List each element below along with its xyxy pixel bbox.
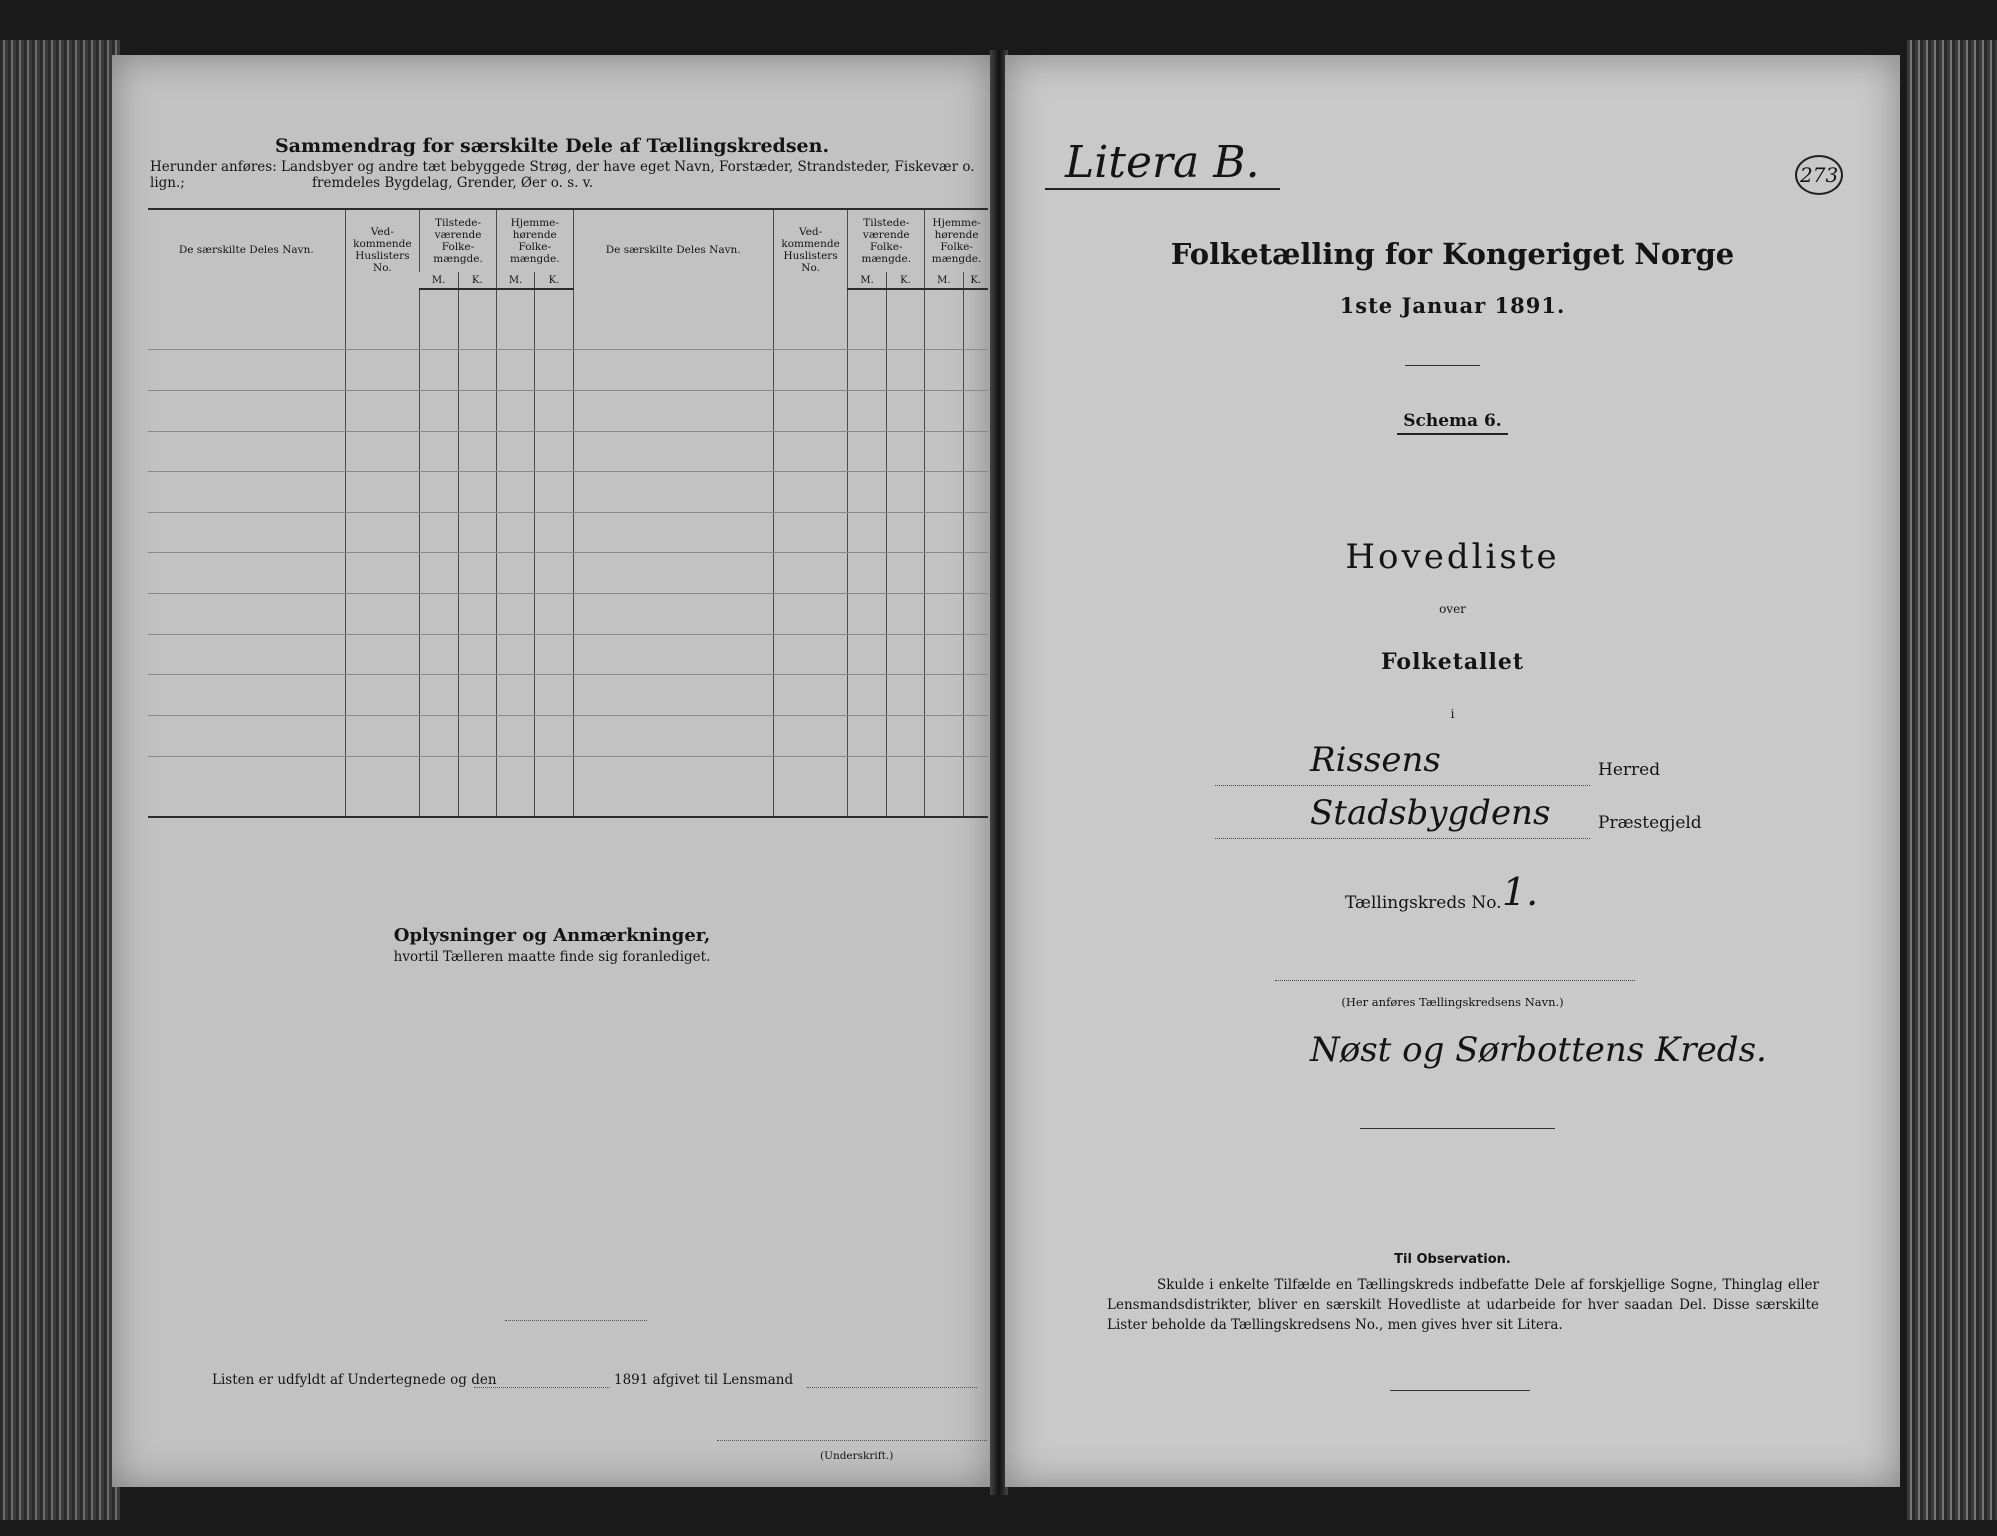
col-m: M. xyxy=(496,272,534,289)
table-cell xyxy=(925,512,963,553)
observation-divider xyxy=(1390,1390,1530,1391)
table-row xyxy=(148,553,988,594)
table-cell xyxy=(573,634,773,675)
table-cell xyxy=(148,715,345,756)
table-cell xyxy=(458,289,496,350)
table-cell xyxy=(345,634,420,675)
table-cell xyxy=(345,553,420,594)
table-cell xyxy=(496,512,534,553)
col-header-hjemme xyxy=(496,209,573,272)
col-header-tilstede-2 xyxy=(848,209,925,272)
table-cell xyxy=(925,472,963,513)
left-page xyxy=(112,55,992,1487)
table-row xyxy=(148,391,988,432)
year-text: 1891 afgivet til Lensmand xyxy=(614,1372,794,1388)
table-cell xyxy=(963,391,988,432)
table-cell xyxy=(848,634,886,675)
table-cell xyxy=(345,289,420,350)
table-cell xyxy=(848,553,886,594)
census-date: 1ste Januar 1891. xyxy=(1339,293,1566,318)
notes-subtitle: hvortil Tælleren maatte finde sig foranlediget. xyxy=(393,949,711,965)
table-cell xyxy=(148,512,345,553)
table-cell xyxy=(773,391,848,432)
col-header-tilstede-2-text: Tilstede- værende Folke- mængde. xyxy=(861,217,912,265)
title-divider xyxy=(1405,365,1480,366)
table-cell xyxy=(886,431,924,472)
table-cell xyxy=(535,675,573,716)
listen-text: Listen er udfyldt af Undertegnede og den xyxy=(212,1372,497,1388)
table-cell xyxy=(535,350,573,391)
praestegjeld-label: Præstegjeld xyxy=(1598,813,1702,833)
table-cell xyxy=(535,391,573,432)
table-cell xyxy=(886,350,924,391)
table-cell xyxy=(773,553,848,594)
table-cell xyxy=(848,431,886,472)
summary-subtitle-line1: Herunder anføres: Landsbyer og andre tæt bebyggede Strøg, der have eget Navn, Forstæder, Strandsteder, Fiskevær o. lign.; xyxy=(150,159,975,191)
kreds-name-dotted-line xyxy=(1275,980,1635,981)
kreds-divider xyxy=(1360,1128,1555,1129)
table-cell xyxy=(345,715,420,756)
i-text: i xyxy=(1450,707,1455,721)
table-cell xyxy=(848,391,886,432)
table-cell xyxy=(963,675,988,716)
table-cell xyxy=(925,594,963,635)
table-row xyxy=(148,512,988,553)
table-cell xyxy=(458,715,496,756)
table-cell xyxy=(773,472,848,513)
table-cell xyxy=(848,594,886,635)
kreds-label: Tællingskreds No. xyxy=(1345,893,1502,913)
table-cell xyxy=(886,289,924,350)
table-cell xyxy=(773,594,848,635)
table-cell xyxy=(420,634,458,675)
table-cell xyxy=(573,431,773,472)
table-cell xyxy=(420,756,458,817)
table-cell xyxy=(848,512,886,553)
kreds-name-note: (Her anføres Tællingskredsens Navn.) xyxy=(1341,995,1564,1009)
table-cell xyxy=(848,472,886,513)
signature-label: (Underskrift.) xyxy=(820,1450,894,1462)
table-cell xyxy=(886,553,924,594)
table-cell xyxy=(496,431,534,472)
table-cell xyxy=(148,472,345,513)
hovedliste-heading: Hovedliste xyxy=(1345,537,1560,577)
table-row xyxy=(148,289,988,350)
table-cell xyxy=(573,289,773,350)
table-cell xyxy=(345,675,420,716)
table-cell xyxy=(148,756,345,817)
table-cell xyxy=(773,431,848,472)
notes-end-line xyxy=(505,1320,647,1321)
table-cell xyxy=(773,675,848,716)
summary-subtitle-line2: fremdeles Bygdelag, Grender, Øer o. s. v. xyxy=(312,175,594,191)
table-cell xyxy=(420,431,458,472)
table-cell xyxy=(345,472,420,513)
table-cell xyxy=(925,756,963,817)
table-cell xyxy=(458,756,496,817)
table-row xyxy=(148,594,988,635)
table-cell xyxy=(420,594,458,635)
census-title: Folketælling for Kongeriget Norge xyxy=(1170,237,1735,271)
table-cell xyxy=(848,289,886,350)
table-cell xyxy=(925,431,963,472)
col-header-hjemme-2 xyxy=(925,209,988,272)
table-cell xyxy=(773,289,848,350)
herred-dotted-line xyxy=(1215,785,1590,786)
table-cell xyxy=(535,431,573,472)
table-cell xyxy=(420,512,458,553)
col-header-huslist-2 xyxy=(773,209,848,289)
table-cell xyxy=(773,512,848,553)
table-cell xyxy=(345,512,420,553)
col-header-tilstede xyxy=(420,209,497,272)
table-cell xyxy=(848,756,886,817)
table-cell xyxy=(458,431,496,472)
table-cell xyxy=(573,715,773,756)
table-cell xyxy=(573,512,773,553)
table-cell xyxy=(925,634,963,675)
table-cell xyxy=(496,675,534,716)
table-cell xyxy=(420,472,458,513)
table-cell xyxy=(496,289,534,350)
table-cell xyxy=(345,756,420,817)
table-cell xyxy=(848,675,886,716)
table-cell xyxy=(963,289,988,350)
table-cell xyxy=(848,350,886,391)
col-header-huslist-text: Ved- kommende Huslisters No. xyxy=(353,225,412,274)
table-cell xyxy=(148,553,345,594)
table-cell xyxy=(963,512,988,553)
table-cell xyxy=(886,715,924,756)
book-page-edges-right xyxy=(1907,40,1997,1520)
table-cell xyxy=(773,756,848,817)
col-m: M. xyxy=(848,272,886,289)
praestegjeld-dotted-line xyxy=(1215,838,1590,839)
table-cell xyxy=(148,634,345,675)
notes-title: Oplysninger og Anmærkninger, xyxy=(393,925,711,946)
table-cell xyxy=(148,350,345,391)
summary-table-body xyxy=(148,289,988,817)
table-cell xyxy=(963,350,988,391)
table-cell xyxy=(458,594,496,635)
table-cell xyxy=(573,756,773,817)
table-cell xyxy=(496,350,534,391)
table-cell xyxy=(963,594,988,635)
page-number-stamp: 273 xyxy=(1795,155,1843,195)
table-cell xyxy=(535,634,573,675)
table-cell xyxy=(420,553,458,594)
table-cell xyxy=(573,391,773,432)
table-cell xyxy=(963,431,988,472)
table-cell xyxy=(886,594,924,635)
table-cell xyxy=(925,715,963,756)
folketallet-heading: Folketallet xyxy=(1381,649,1524,675)
table-cell xyxy=(420,289,458,350)
table-cell xyxy=(148,675,345,716)
herred-label: Herred xyxy=(1598,760,1661,780)
summary-title: Sammendrag for særskilte Dele af Tællingskredsen. xyxy=(274,135,830,157)
table-cell xyxy=(886,512,924,553)
table-cell xyxy=(963,634,988,675)
table-cell xyxy=(458,675,496,716)
table-cell xyxy=(886,634,924,675)
table-cell xyxy=(773,350,848,391)
lensmand-blank-line xyxy=(807,1387,977,1388)
kreds-number-handwritten: 1. xyxy=(1502,870,1539,914)
table-cell xyxy=(573,553,773,594)
kreds-name-handwritten: Nøst og Sørbottens Kreds. xyxy=(1310,1030,1767,1070)
praestegjeld-value-handwritten: Stadsbygdens xyxy=(1310,793,1551,833)
table-cell xyxy=(345,391,420,432)
herred-value-handwritten: Rissens xyxy=(1310,740,1441,780)
table-cell xyxy=(963,715,988,756)
table-cell xyxy=(925,350,963,391)
table-row xyxy=(148,715,988,756)
col-header-name: De særskilte Deles Navn. xyxy=(178,243,314,256)
table-cell xyxy=(496,756,534,817)
table-cell xyxy=(345,594,420,635)
table-cell xyxy=(496,553,534,594)
table-cell xyxy=(148,431,345,472)
col-m: M. xyxy=(420,272,458,289)
table-cell xyxy=(573,594,773,635)
col-header-hjemme-text: Hjemme- hørende Folke- mængde. xyxy=(509,217,560,265)
book-page-edges-left xyxy=(0,40,120,1520)
table-cell xyxy=(535,512,573,553)
over-text: over xyxy=(1439,602,1466,616)
table-cell xyxy=(963,756,988,817)
col-header-huslist-2-text: Ved- kommende Huslisters No. xyxy=(781,225,840,274)
col-header-tilstede-text: Tilstede- værende Folke- mængde. xyxy=(433,217,483,265)
table-cell xyxy=(420,391,458,432)
table-cell xyxy=(925,289,963,350)
table-cell xyxy=(963,553,988,594)
table-cell xyxy=(535,715,573,756)
table-row xyxy=(148,756,988,817)
table-cell xyxy=(458,634,496,675)
table-cell xyxy=(148,391,345,432)
table-cell xyxy=(535,472,573,513)
table-cell xyxy=(573,350,773,391)
table-cell xyxy=(886,472,924,513)
table-cell xyxy=(535,553,573,594)
table-cell xyxy=(496,594,534,635)
table-cell xyxy=(573,472,773,513)
summary-table xyxy=(148,208,988,818)
table-cell xyxy=(148,594,345,635)
table-cell xyxy=(573,675,773,716)
litera-handwritten: Litera B. xyxy=(1045,137,1280,190)
table-cell xyxy=(496,391,534,432)
table-cell xyxy=(148,289,345,350)
col-m: M. xyxy=(925,272,963,289)
table-row xyxy=(148,634,988,675)
col-header-hjemme-2-text: Hjemme- hørende Folke- mængde. xyxy=(931,217,982,265)
table-cell xyxy=(345,350,420,391)
table-cell xyxy=(773,634,848,675)
table-cell xyxy=(963,472,988,513)
table-cell xyxy=(925,675,963,716)
signature-line xyxy=(717,1440,987,1441)
table-cell xyxy=(496,715,534,756)
table-cell xyxy=(420,675,458,716)
schema-label xyxy=(1005,411,1900,431)
table-row xyxy=(148,350,988,391)
col-header-name-2: De særskilte Deles Navn. xyxy=(573,209,773,289)
table-cell xyxy=(345,431,420,472)
table-cell xyxy=(925,391,963,432)
table-cell xyxy=(458,350,496,391)
table-cell xyxy=(458,512,496,553)
observation-text: Skulde i enkelte Tilfælde en Tællingskreds indbefatte Dele af forskjellige Sogne, Thinglag eller Lensmandsdistrikter, bliver en særskilt Hovedliste at udarbeide for hver saadan Del. Disse særskilte Lister beholde da Tællingskredsens No., men gives hver sit Litera. xyxy=(1107,1277,1819,1333)
col-k: K. xyxy=(535,272,573,289)
table-cell xyxy=(535,289,573,350)
col-header-huslist xyxy=(345,209,420,289)
date-blank-line xyxy=(474,1387,610,1388)
table-cell xyxy=(848,715,886,756)
observation-title: Til Observation. xyxy=(1394,1252,1511,1267)
right-page xyxy=(1005,55,1900,1487)
table-cell xyxy=(458,391,496,432)
table-cell xyxy=(886,756,924,817)
table-cell xyxy=(535,756,573,817)
table-cell xyxy=(496,472,534,513)
table-cell xyxy=(886,675,924,716)
schema-text: Schema 6. xyxy=(1397,411,1507,435)
table-cell xyxy=(420,715,458,756)
table-cell xyxy=(458,472,496,513)
col-k: K. xyxy=(963,272,988,289)
table-cell xyxy=(773,715,848,756)
table-cell xyxy=(925,553,963,594)
table-cell xyxy=(886,391,924,432)
table-cell xyxy=(535,594,573,635)
col-k: K. xyxy=(886,272,924,289)
table-row xyxy=(148,675,988,716)
table-cell xyxy=(420,350,458,391)
col-k: K. xyxy=(458,272,496,289)
table-row xyxy=(148,431,988,472)
table-cell xyxy=(458,553,496,594)
table-row xyxy=(148,472,988,513)
table-cell xyxy=(496,634,534,675)
